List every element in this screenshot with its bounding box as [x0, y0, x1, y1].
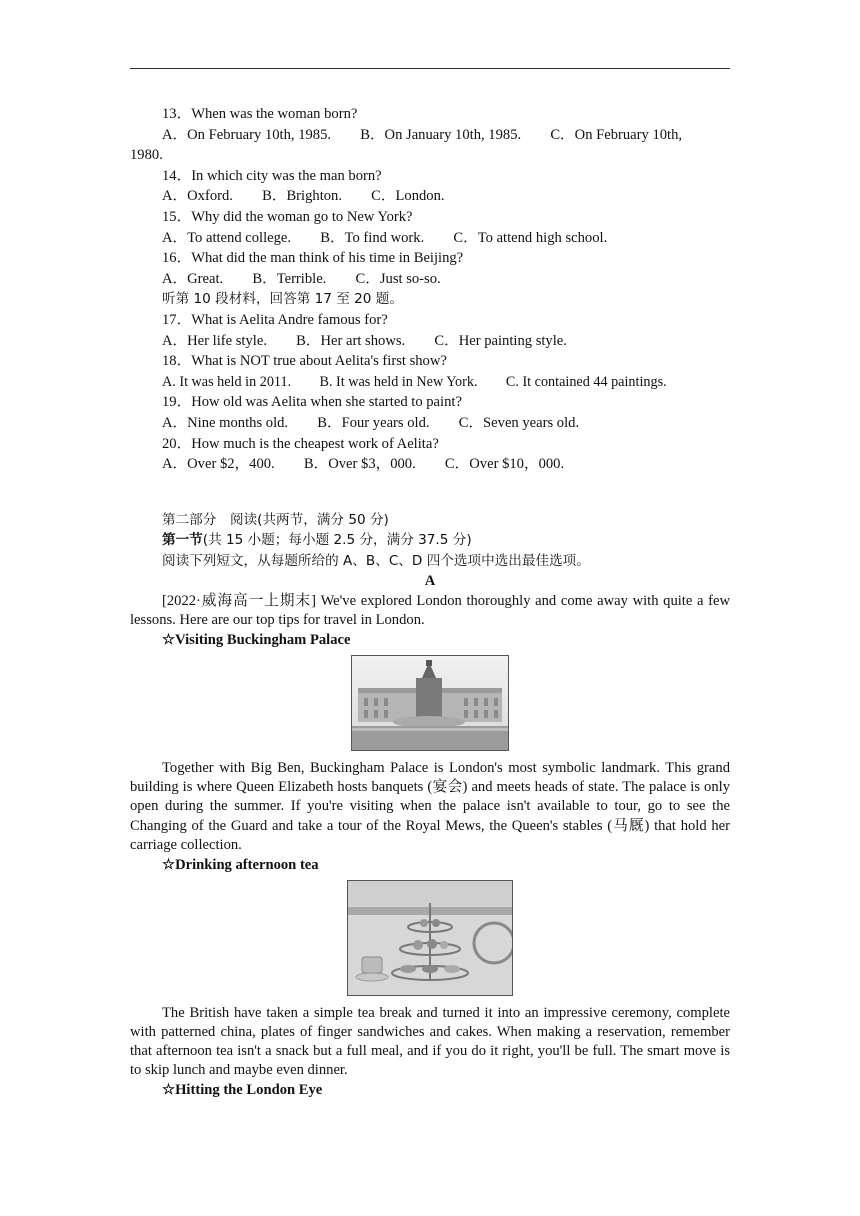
section-title-bold: 第一节: [162, 532, 203, 549]
section-title: [130, 530, 730, 551]
question-options: A．Great. B．Terrible. C．Just so-so.: [162, 270, 441, 287]
question-stem: 20．How much is the cheapest work of Aelita?: [162, 435, 439, 452]
question-options: A．To attend college. B．To find work. C．To attend high school.: [162, 229, 608, 246]
tip-text: The British have taken a simple tea break and turned it into an impressive ceremony, complete with patterned china, plates of finger sandwiches and cakes. When making a reservation, remember that afternoon tea isn't a snack but a full meal, and if you do it right, you'll be full. The smart move is to skip lunch and maybe even dinner.: [130, 1004, 730, 1079]
question-options: A．Her life style. B．Her art shows. C．Her painting style.: [162, 332, 567, 349]
question-options: A．Nine months old. B．Four years old. C．Seven years old.: [162, 414, 580, 431]
tip-heading: ☆Drinking afternoon tea: [162, 857, 319, 874]
reading-instruction: 阅读下列短文，从每题所给的 A、B、C、D 四个选项中选出最佳选项。: [162, 552, 590, 569]
question-options: A．Over $2，400. B．Over $3，000. C．Over $10，000.: [162, 456, 565, 473]
question-stem: 16．What did the man think of his time in Beijing?: [162, 250, 464, 267]
question-options: A．Oxford. B．Brighton. C．London.: [162, 188, 445, 205]
palace-illustration: [352, 656, 508, 750]
spacer: [130, 475, 730, 510]
question-options: A. It was held in 2011. B. It was held in New York. C. It contained 44 paintings.: [162, 373, 667, 390]
tip-heading: ☆Hitting the London Eye: [162, 1082, 323, 1099]
question-stem: 19．How old was Aelita when she started to paint?: [162, 394, 462, 411]
question-stem: 18．What is NOT true about Aelita's first show?: [162, 353, 447, 370]
document-body: [130, 104, 730, 1101]
buckingham-palace-photo: [351, 655, 509, 751]
tip-heading: ☆Visiting Buckingham Palace: [162, 632, 351, 649]
section-title-rest: (共 15 小题；每小题 2.5 分，满分 37.5 分): [202, 532, 472, 549]
passage-label: A: [424, 573, 436, 590]
tip-text: Together with Big Ben, Buckingham Palace is London's most symbolic landmark. This grand building is where Queen Elizabeth hosts banquets (宴会) and meets heads of state. The palace is only open during the summer. If you're visiting when the palace isn't available to tour, go to see the Changing of the Guard and take a tour of the Royal Mews, the Queen's stables (马厩) that hold her carriage collection.: [130, 760, 730, 853]
question-stem: 15．Why did the woman go to New York?: [162, 208, 413, 225]
header-rule: [130, 68, 730, 69]
question-stem: 14．In which city was the man born?: [162, 167, 382, 184]
afternoon-tea-photo: [347, 880, 513, 996]
tea-illustration: [348, 881, 512, 995]
section-note: 听第 10 段材料，回答第 17 至 20 题。: [162, 291, 403, 308]
question-options-continued: 1980.: [130, 147, 163, 164]
passage-intro: [2022·威海高一上期末] We've explored London thoroughly and come away with quite a few lessons. Here are our top tips for travel in London.: [130, 593, 730, 629]
question-stem: 17．What is Aelita Andre famous for?: [162, 311, 388, 328]
question-options: A．On February 10th, 1985. B．On January 10th, 1985. C．On February 10th,: [162, 126, 683, 143]
part-title: 第二部分 阅读(共两节，满分 50 分): [162, 511, 389, 528]
question-stem: 13．When was the woman born?: [162, 106, 358, 122]
